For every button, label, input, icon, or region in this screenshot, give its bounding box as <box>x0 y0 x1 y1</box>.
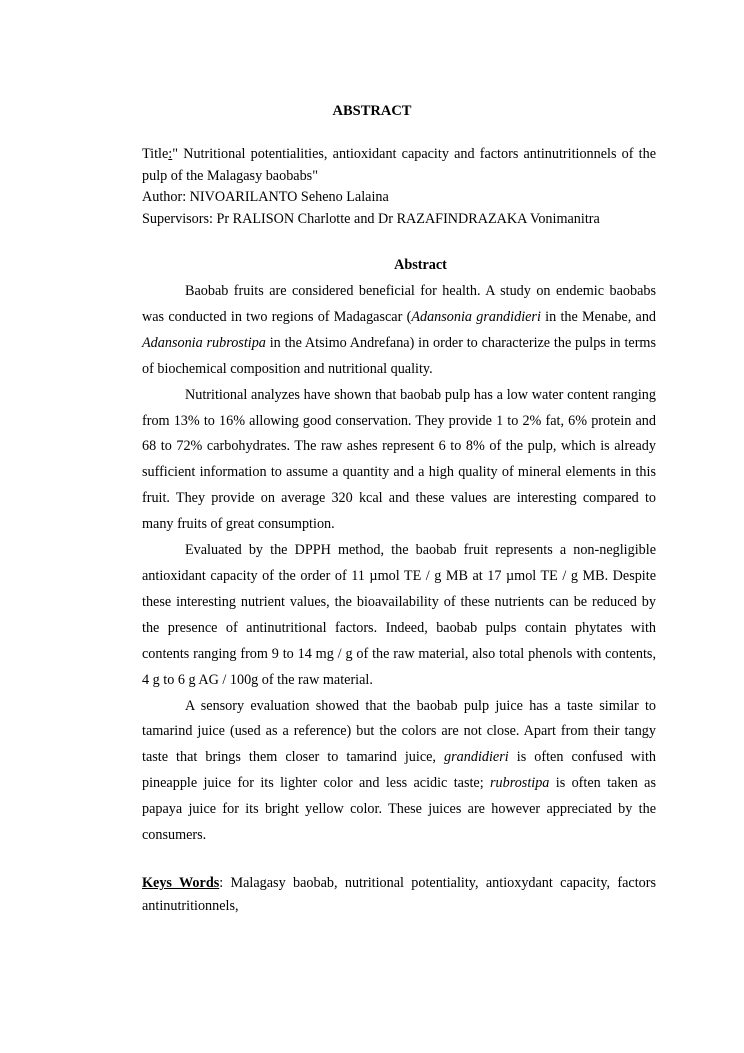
species-name: Adansonia rubrostipa <box>142 334 266 351</box>
species-name: grandidieri <box>444 749 509 766</box>
abstract-subheading: Abstract <box>394 257 447 273</box>
paragraph-intro-text-b: in the Menabe, and <box>540 308 657 325</box>
author-line: Author: NIVOARILANTO Seheno Lalaina <box>142 189 389 205</box>
paragraph-intro <box>142 279 656 383</box>
paragraph-intro-text-c: in the Atsimo Andrefana) in order to characterize the pulps in terms of biochemical composition and nutritional quality. <box>142 334 656 377</box>
abstract-main-heading: ABSTRACT <box>332 103 412 119</box>
paragraph-antioxidant: Evaluated by the DPPH method, the baobab fruit represents a non-negligible antioxidant capacity of the order of 11 µmol TE / g MB at 17 µmol TE / g MB. Despite these interesting nutrient values, the bioavailability of these nutrients can be reduced by the presence of antinutritional factors. Indeed, baobab pulps contain phytates with contents ranging from 9 to 14 mg / g of the raw material, also total phenols with contents, 4 g to 6 g AG / 100g of the raw material. <box>142 542 656 688</box>
paragraph-nutrition: Nutritional analyzes have shown that baobab pulp has a low water content ranging from 13% to 16% allowing good conservation. They provide 1 to 2% fat, 6% protein and 68 to 72% carbohydrates. The raw ashes represent 6 to 8% of the pulp, which is already sufficient information to assume a quantity and a high quality of mineral elements in this fruit. They provide on average 320 kcal and these values are interesting compared to many fruits of great consumption. <box>142 386 656 533</box>
paragraph-sensory-text-a: A sensory evaluation showed that the baobab pulp juice has a taste similar to tamarind juice (used as a reference) but the colors are not close. Apart from their tangy taste that brings them closer to tamarind juice, <box>142 697 656 766</box>
title-colon: : <box>168 146 173 162</box>
paragraph-intro-text-a: Baobab fruits are considered beneficial for health. A study on endemic baobabs was conducted in two regions of Madagascar ( <box>142 283 656 325</box>
paragraph-sensory-text-c: is often taken as papaya juice for its bright yellow color. These juices are however appreciated by the consumers. <box>142 775 656 844</box>
paragraph-sensory-text-b: is often confused with pineapple juice for its lighter color and less acidic taste; <box>142 749 656 792</box>
title-text: " Nutritional potentialities, antioxidant capacity and factors antinutritionnels of the pulp of the Malagasy baobabs" <box>142 146 656 184</box>
keywords-text: : Malagasy baobab, nutritional potentiality, antioxydant capacity, factors antinutritionnels, <box>142 875 656 914</box>
paragraph-sensory <box>142 694 656 849</box>
abstract-body <box>142 279 656 849</box>
title-line <box>142 144 656 187</box>
keywords-label: Keys Words <box>142 875 220 891</box>
thesis-metadata <box>142 144 656 230</box>
title-label: Title <box>142 146 169 162</box>
species-name: rubrostipa <box>490 775 550 792</box>
species-name: Adansonia grandidieri <box>411 308 541 325</box>
supervisors-line: Supervisors: Pr RALISON Charlotte and Dr RAZAFINDRAZAKA Vonimanitra <box>142 210 600 227</box>
keywords-line <box>142 872 656 918</box>
